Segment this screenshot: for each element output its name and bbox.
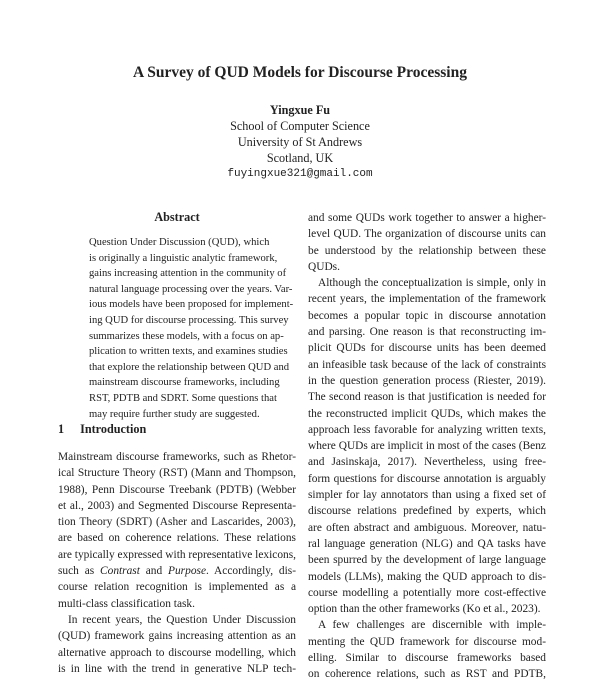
- text-line: The second reason is that justification is needed for: [308, 391, 546, 404]
- text-line: such as Contrast and Purpose. Accordingly, dis-: [58, 565, 296, 578]
- author-name: Yingxue Fu: [269, 103, 331, 117]
- text-line: A few challenges are discernible with imple-: [318, 619, 546, 632]
- text-line: RST, PDTB and SDRT. Some questions that: [89, 392, 277, 404]
- text-line: plication to written texts, and examines studies: [89, 346, 288, 358]
- text-line: ious models have been proposed for implement-: [89, 299, 294, 311]
- text-line: menting the QUD framework for discourse mod-: [308, 635, 546, 648]
- paper-title: A Survey of QUD Models for Discourse Processing: [133, 64, 467, 81]
- text-line: ical Structure Theory (RST) (Mann and Thompson,: [58, 467, 296, 480]
- text-line: is in line with the trend in generative NLP tech-: [58, 662, 296, 675]
- text-line: and parsing. One reason is that reconstructing im-: [308, 326, 546, 339]
- text-line: natural language processing over the years. Var-: [89, 283, 293, 295]
- text-line: et al., 2003) and Segmented Discourse Representa-: [58, 499, 296, 512]
- text-line: gains increasing attention in the community of: [89, 268, 287, 280]
- text-line: approach less favorable for analyzing written texts,: [308, 423, 546, 436]
- text-line: ing QUD for discourse processing. This survey: [89, 314, 289, 326]
- text-line: QUDs.: [308, 260, 340, 273]
- text-line: been spurred by the development of large language: [308, 554, 546, 567]
- text-line: models (LLMs), making the QUD approach to dis-: [308, 570, 546, 583]
- text-line: 1988), Penn Discourse Treebank (PDTB) (Webber: [58, 483, 296, 496]
- author-affiliation: School of Computer Science: [230, 119, 370, 133]
- text-line: form questions for discourse annotation is arguably: [308, 472, 546, 485]
- text-line: is originally a linguistic analytic framework,: [89, 252, 278, 264]
- text-line: an infeasible task because of the lack of constraints: [308, 358, 546, 371]
- text-line: may require further study are suggested.: [89, 408, 260, 420]
- text-line: simpler for lay annotators than using a fixed set of: [308, 489, 546, 502]
- text-line: multi-class classification task.: [58, 597, 195, 610]
- text-line: course modelling a potentially more cost-effective: [308, 586, 546, 599]
- section-title: Introduction: [80, 422, 147, 436]
- abstract-heading: Abstract: [154, 210, 200, 224]
- text-line: plicit QUDs for discourse units has been deemed: [308, 342, 546, 355]
- text-line: level QUD. The organization of discourse units can: [308, 228, 546, 241]
- text-line: (QUD) framework gains increasing attention as an: [58, 630, 296, 643]
- text-line: ral language generation (NLG) and QA tasks have: [308, 537, 546, 550]
- text-line: tion Theory (SDRT) (Asher and Lascarides, 2003),: [58, 516, 296, 529]
- text-line: mainstream discourse frameworks, including: [89, 377, 280, 389]
- text-line: Although the conceptualization is simple, only in: [318, 277, 546, 290]
- text-line: where QUDs are implicit in most of the cases (Benz: [308, 440, 546, 453]
- text-line: are typically expressed with representative lexicons,: [58, 548, 296, 561]
- author-affiliation: University of St Andrews: [237, 135, 363, 149]
- text-line: Question Under Discussion (QUD), which: [89, 237, 270, 248]
- section-heading: [58, 422, 146, 437]
- text-line: that explore the relationship between QUD and: [89, 361, 290, 373]
- text-line: course relation recognition is implemented as a: [58, 581, 296, 594]
- text-line: Mainstream discourse frameworks, such as Rhetor-: [58, 451, 296, 463]
- text-line: In recent years, the Question Under Discussion: [68, 613, 296, 626]
- text-line: alternative approach to discourse modelling, which: [58, 646, 296, 659]
- text-line: summarizes these models, with a focus on ap-: [89, 330, 284, 342]
- text-line: becomes a popular topic in discourse annotation: [308, 309, 546, 322]
- text-line: on coherence relations, such as RST and PDTB,: [308, 668, 546, 681]
- text-line: and some QUDs work together to answer a higher-: [308, 212, 546, 224]
- text-line: discourse relations predefined by experts, which: [308, 505, 546, 518]
- text-line: and Jasinskaja, 2017). Nevertheless, using free-: [308, 456, 546, 469]
- text-line: the reconstructed implicit QUDs, which makes the: [308, 407, 546, 420]
- text-line: be understood by the relationship between these: [308, 244, 546, 257]
- text-line: option than the other frameworks (Ko et al., 2023).: [308, 603, 541, 616]
- left-column-body: [58, 449, 296, 677]
- text-line: are based on coherence relations. These relations: [58, 532, 296, 545]
- text-line: are often abstract and ambiguous. Moreover, natu-: [308, 521, 546, 534]
- right-column-body: [308, 210, 546, 683]
- abstract-body: [89, 235, 294, 422]
- text-line: elling. Similar to discourse frameworks based: [308, 652, 546, 665]
- author-affiliation: Scotland, UK: [266, 151, 334, 165]
- section-number: 1: [58, 422, 65, 436]
- text-line: recent years, the implementation of the framework: [308, 293, 546, 306]
- text-line: in the question generation process (Riester, 2019).: [308, 374, 546, 387]
- author-email: fuyingxue321@gmail.com: [227, 168, 373, 180]
